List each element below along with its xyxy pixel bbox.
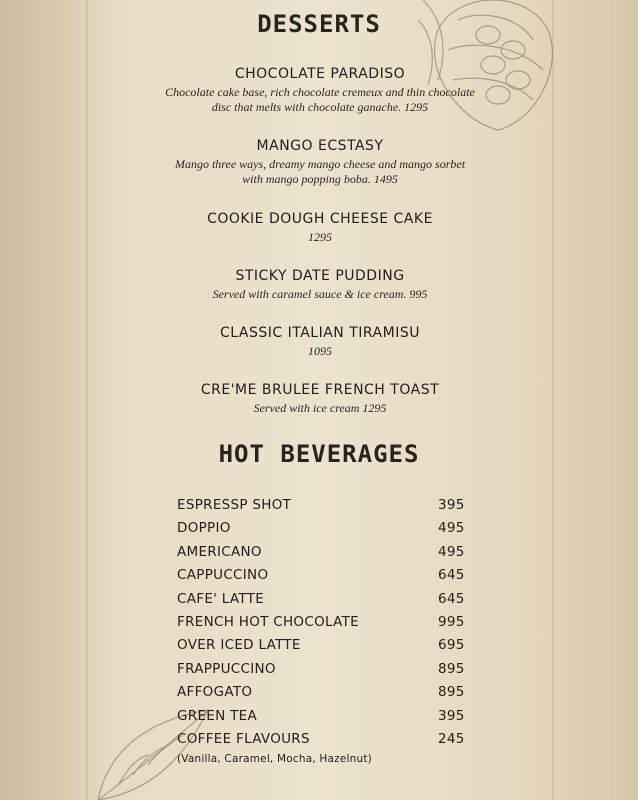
beverage-price: 495 <box>438 544 465 560</box>
beverage-row <box>177 708 467 728</box>
dessert-item <box>150 382 490 416</box>
beverage-name: OVER ICED LATTE <box>177 637 301 653</box>
beverage-price: 245 <box>438 731 465 747</box>
beverage-name: AFFOGATO <box>177 684 253 700</box>
dessert-name: STICKY DATE PUDDING <box>235 268 405 284</box>
beverage-name: CAPPUCCINO <box>177 567 269 583</box>
dessert-name: CRE'ME BRULEE FRENCH TOAST <box>200 382 440 398</box>
beverage-name: FRENCH HOT CHOCOLATE <box>177 614 360 630</box>
beverage-name: COFFEE FLAVOURS <box>177 731 310 747</box>
dessert-description-line: disc that melts with chocolate ganache. 1295 <box>211 100 429 114</box>
beverage-name: FRAPPUCCINO <box>177 661 276 677</box>
beverage-row <box>177 637 467 657</box>
coffee-flavours-note: (Vanilla, Caramel, Mocha, Hazelnut) <box>177 753 372 765</box>
hot-beverages-heading: HOT BEVERAGES <box>218 440 420 468</box>
beverage-price: 645 <box>438 591 465 607</box>
beverage-row <box>177 544 467 564</box>
dessert-price: 1295 <box>308 230 332 244</box>
dessert-item <box>150 211 490 245</box>
dessert-description <box>150 85 490 115</box>
panel-edge-left <box>86 0 88 800</box>
dessert-item <box>150 268 490 302</box>
beverage-price: 395 <box>438 708 465 724</box>
dessert-name: COOKIE DOUGH CHEESE CAKE <box>207 211 433 227</box>
beverage-row <box>177 661 467 681</box>
beverage-row <box>177 520 467 540</box>
beverage-price: 895 <box>438 661 465 677</box>
beverage-row <box>177 497 467 517</box>
dessert-price: 1095 <box>308 344 332 358</box>
beverage-price: 395 <box>438 497 465 513</box>
beverage-price: 995 <box>438 614 465 630</box>
beverage-row <box>177 731 467 751</box>
beverage-row <box>177 591 467 611</box>
dessert-description: Served with caramel sauce & ice cream. 995 <box>212 287 428 301</box>
dessert-name: CLASSIC ITALIAN TIRAMISU <box>220 325 420 341</box>
beverage-name: ESPRESSP SHOT <box>177 497 292 513</box>
dessert-description-line: Chocolate cake base, rich chocolate cremeux and thin chocolate <box>165 85 475 99</box>
beverage-row <box>177 684 467 704</box>
beverage-row <box>177 567 467 587</box>
desserts-heading: DESSERTS <box>257 10 381 38</box>
dessert-item <box>150 138 490 187</box>
dessert-description: Served with ice cream 1295 <box>253 401 387 415</box>
dessert-name: MANGO ECSTASY <box>256 138 384 154</box>
dessert-item <box>150 325 490 359</box>
beverage-price: 895 <box>438 684 465 700</box>
dessert-item <box>150 66 490 115</box>
beverage-price: 645 <box>438 567 465 583</box>
beverage-price: 495 <box>438 520 465 536</box>
dessert-description-line: with mango popping boba. 1495 <box>242 172 398 186</box>
dessert-name: CHOCOLATE PARADISO <box>234 66 406 82</box>
dessert-description <box>150 157 490 187</box>
beverage-name: CAFE' LATTE <box>177 591 265 607</box>
beverage-name: AMERICANO <box>177 544 262 560</box>
beverage-name: DOPPIO <box>177 520 231 536</box>
beverage-name: GREEN TEA <box>177 708 258 724</box>
dessert-description-line: Mango three ways, dreamy mango cheese and mango sorbet <box>174 157 466 171</box>
beverage-row <box>177 614 467 634</box>
beverage-price: 695 <box>438 637 465 653</box>
